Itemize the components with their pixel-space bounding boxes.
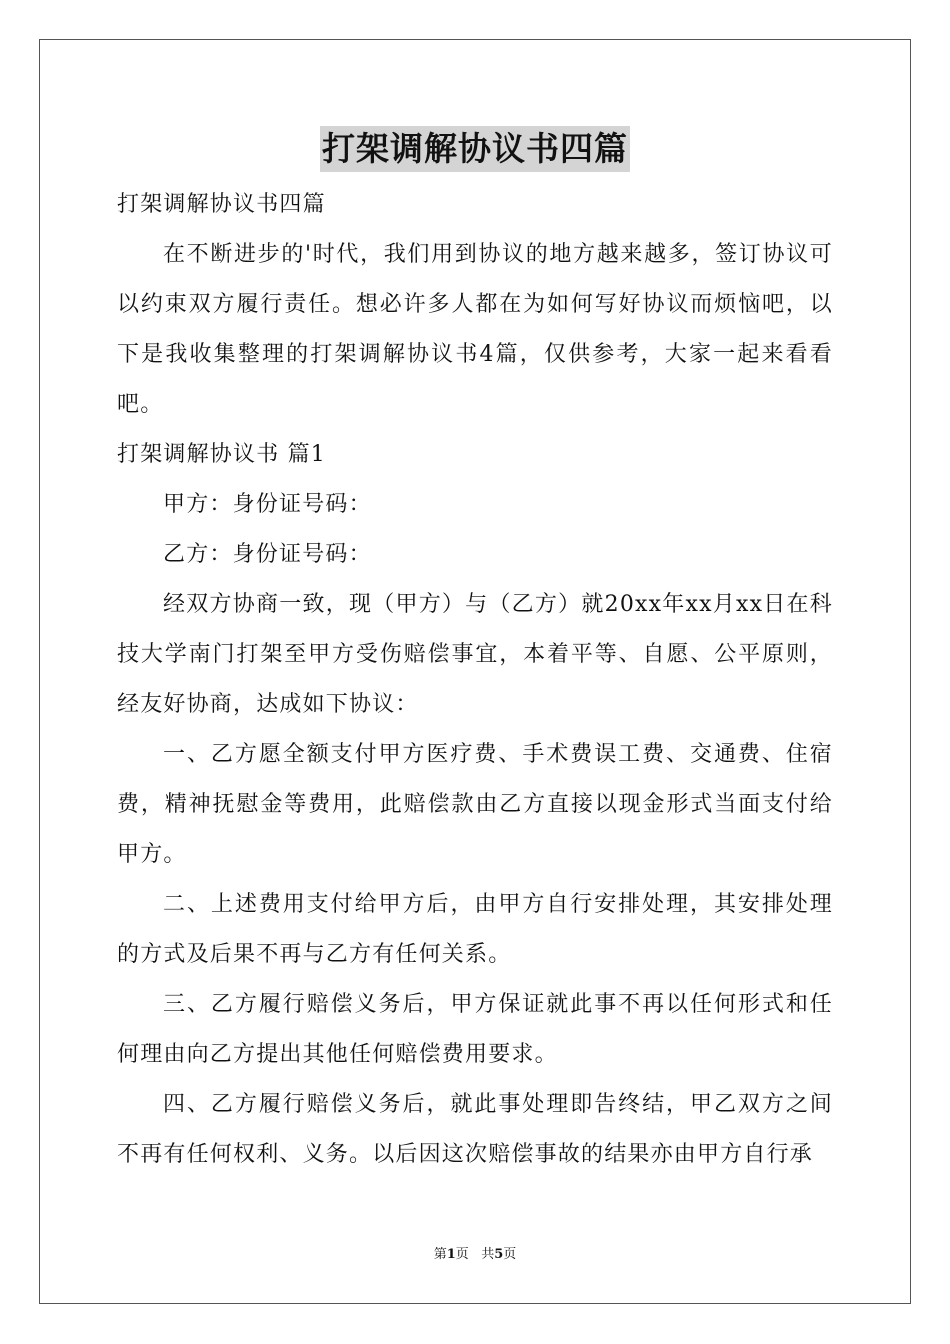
section-heading: 打架调解协议书 篇1 — [117, 442, 326, 467]
footer-page-suffix: 页 — [455, 1247, 469, 1262]
paragraph-preamble: 经双方协商一致，现（甲方）与（乙方）就20xx年xx月xx日在科技大学南门打架至甲方受伤赔偿事宜，本着平等、自愿、公平原则，经友好协商，达成如下协议： — [117, 592, 833, 717]
clause-3: 三、乙方履行赔偿义务后，甲方保证就此事不再以任何形式和任何理由向乙方提出其他任何赔偿费用要求。 — [117, 992, 833, 1067]
party-a-line: 甲方：身份证号码： — [163, 492, 372, 517]
paragraph-intro: 在不断进步的'时代，我们用到协议的地方越来越多，签订协议可以约束双方履行责任。想必许多人都在为如何写好协议而烦恼吧，以下是我收集整理的打架调解协议书4篇，仅供参考，大家一起来看看吧。 — [117, 242, 833, 417]
footer-total-pages: 5 — [494, 1247, 504, 1262]
clause-4: 四、乙方履行赔偿义务后，就此事处理即告终结，甲乙双方之间不再有任何权利、义务。以后因这次赔偿事故的结果亦由甲方自行承 — [117, 1092, 833, 1167]
clause-1: 一、乙方愿全额支付甲方医疗费、手术费误工费、交通费、住宿费，精神抚慰金等费用，此赔偿款由乙方直接以现金形式当面支付给甲方。 — [117, 742, 833, 867]
footer-page-number: 1 — [446, 1247, 456, 1262]
clause-2: 二、上述费用支付给甲方后，由甲方自行安排处理，其安排处理的方式及后果不再与乙方有任何关系。 — [117, 892, 833, 967]
footer-total-suffix: 页 — [503, 1247, 517, 1262]
paragraph-subtitle: 打架调解协议书四篇 — [117, 192, 326, 217]
document-title: 打架调解协议书四篇 — [320, 126, 630, 172]
party-b-line: 乙方：身份证号码： — [163, 542, 372, 567]
document-body — [117, 180, 833, 1180]
footer-page-prefix: 第 — [433, 1247, 447, 1262]
page-footer — [0, 1246, 950, 1264]
footer-total-prefix: 共 — [481, 1247, 495, 1262]
title-container — [0, 126, 950, 172]
